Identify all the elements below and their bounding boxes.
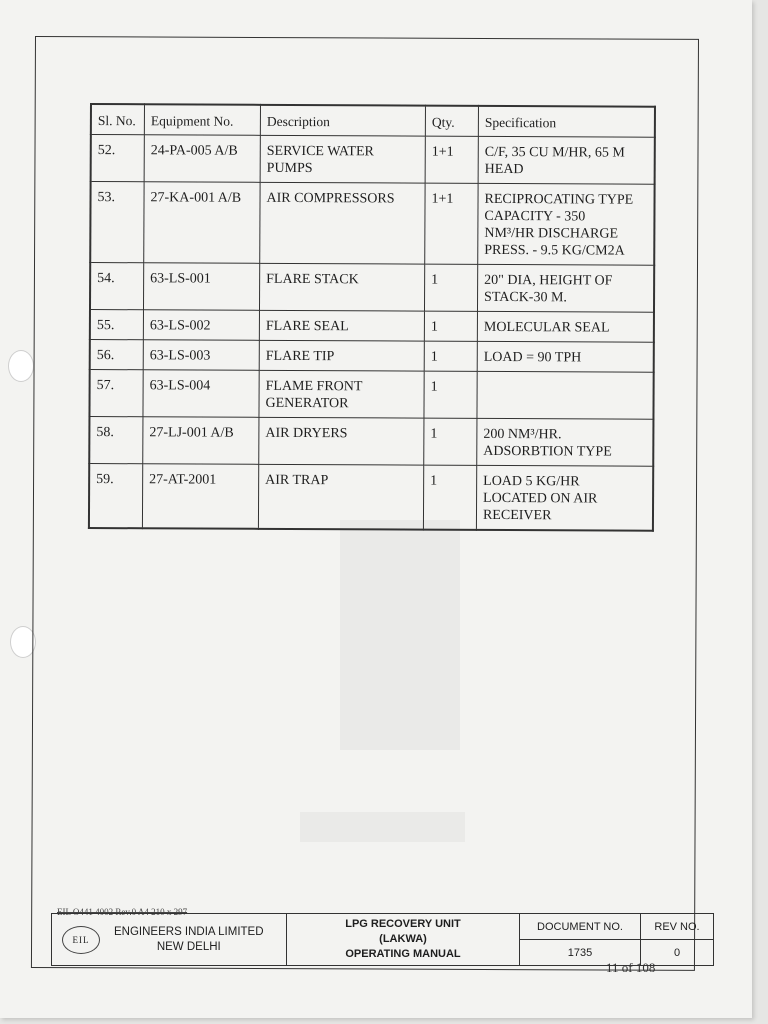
specification-line: LOCATED ON AIR [483,490,598,507]
unit-location: (LAKWA) [379,933,427,945]
page-number: 11 of 108 [606,960,656,975]
cell-description: FLARE STACK [259,263,424,311]
cell-qty: 1 [424,418,477,465]
specification-line: NM³/HR DISCHARGE [484,225,619,242]
company-name: ENGINEERS INDIA LIMITED [114,925,264,938]
cell-qty: 1+1 [425,136,478,183]
table-row [90,310,654,343]
cell-equipment-no: 24-PA-005 A/B [144,135,260,183]
specification-line: PRESS. - 9.5 KG/CM2A [484,242,625,259]
cell-description: FLAME FRONT GENERATOR [259,370,424,418]
cell-sl-no: 59. [89,464,143,529]
document-no-label: DOCUMENT NO. [520,914,641,940]
cell-equipment-no: 27-KA-001 A/B [144,182,260,264]
cell-equipment-no: 27-AT-2001 [142,464,258,529]
table-row [89,417,653,467]
cell-qty: 1 [424,311,477,341]
cell-qty: 1+1 [425,183,478,264]
table-row [90,340,654,373]
cell-specification [477,311,654,342]
specification-line: CAPACITY - 350 [484,208,586,225]
cell-specification [477,418,654,466]
cell-equipment-no: 63-LS-001 [143,263,259,311]
table-row [89,464,653,531]
cell-description: AIR TRAP [258,464,423,529]
specification-line: LOAD = 90 TPH [483,349,582,366]
table-row [90,182,654,266]
title-block [51,913,714,966]
cell-specification [478,183,655,265]
company-city: NEW DELHI [156,940,221,953]
form-code: EIL O441 4002 Rev.0 A4 210 x 297 [57,907,188,917]
cell-specification [477,371,654,419]
specification-line: 20" DIA, HEIGHT OF STACK-30 M. [484,272,613,306]
header-specification: Specification [478,106,655,137]
cell-equipment-no: 63-LS-004 [143,370,259,418]
specification-line: RECIPROCATING TYPE [484,191,634,208]
cell-sl-no: 53. [90,182,144,263]
cell-equipment-no: 63-LS-002 [143,310,259,341]
cell-qty: 1 [424,264,477,311]
cell-specification [478,136,655,184]
cell-equipment-no: 27-LJ-001 A/B [143,417,259,465]
specification-line [484,379,647,380]
project-title-cell [287,914,520,966]
cell-specification [477,264,654,312]
table-header-row [91,104,655,137]
specification-line: MOLECULAR SEAL [483,319,610,336]
specification-line: 200 NM³/HR. [483,426,562,443]
company-cell [52,914,287,966]
cell-qty: 1 [423,465,476,530]
header-sl-no: Sl. No. [91,104,145,135]
cell-sl-no: 54. [90,263,144,310]
cell-sl-no: 57. [89,370,143,417]
cell-qty: 1 [424,371,477,418]
document-no-value: 1735 [520,940,641,966]
cell-description: FLARE TIP [259,340,424,371]
cell-description: AIR DRYERS [259,417,424,465]
cell-specification [476,465,653,530]
cell-description: SERVICE WATER PUMPS [260,135,425,183]
cell-sl-no: 56. [90,340,144,370]
punch-hole-top [8,350,34,382]
specification-line: ADSORBTION TYPE [483,443,612,460]
specification-line: C/F, 35 CU M/HR, 65 M HEAD [484,144,625,178]
header-equipment-no: Equipment No. [144,104,260,135]
manual-title: OPERATING MANUAL [345,948,461,960]
cell-description: AIR COMPRESSORS [260,182,425,264]
cell-qty: 1 [424,341,477,371]
equipment-table [88,103,656,532]
table-row [90,263,654,313]
specification-line: RECEIVER [482,507,552,524]
cell-sl-no: 52. [91,135,145,182]
eil-logo: EIL [62,926,100,954]
cell-sl-no: 58. [89,417,143,464]
cell-specification [477,341,654,372]
header-description: Description [260,105,425,136]
cell-sl-no: 55. [90,310,144,340]
rev-no-value: 0 [641,940,714,966]
specification-line: LOAD 5 KG/HR [483,473,580,490]
table-row [91,135,655,185]
rev-no-label: REV NO. [641,914,714,940]
cell-equipment-no: 63-LS-003 [143,340,259,371]
cell-description: FLARE SEAL [259,310,424,341]
unit-name: LPG RECOVERY UNIT [345,918,461,930]
header-qty: Qty. [425,106,478,137]
table-row [89,370,653,420]
